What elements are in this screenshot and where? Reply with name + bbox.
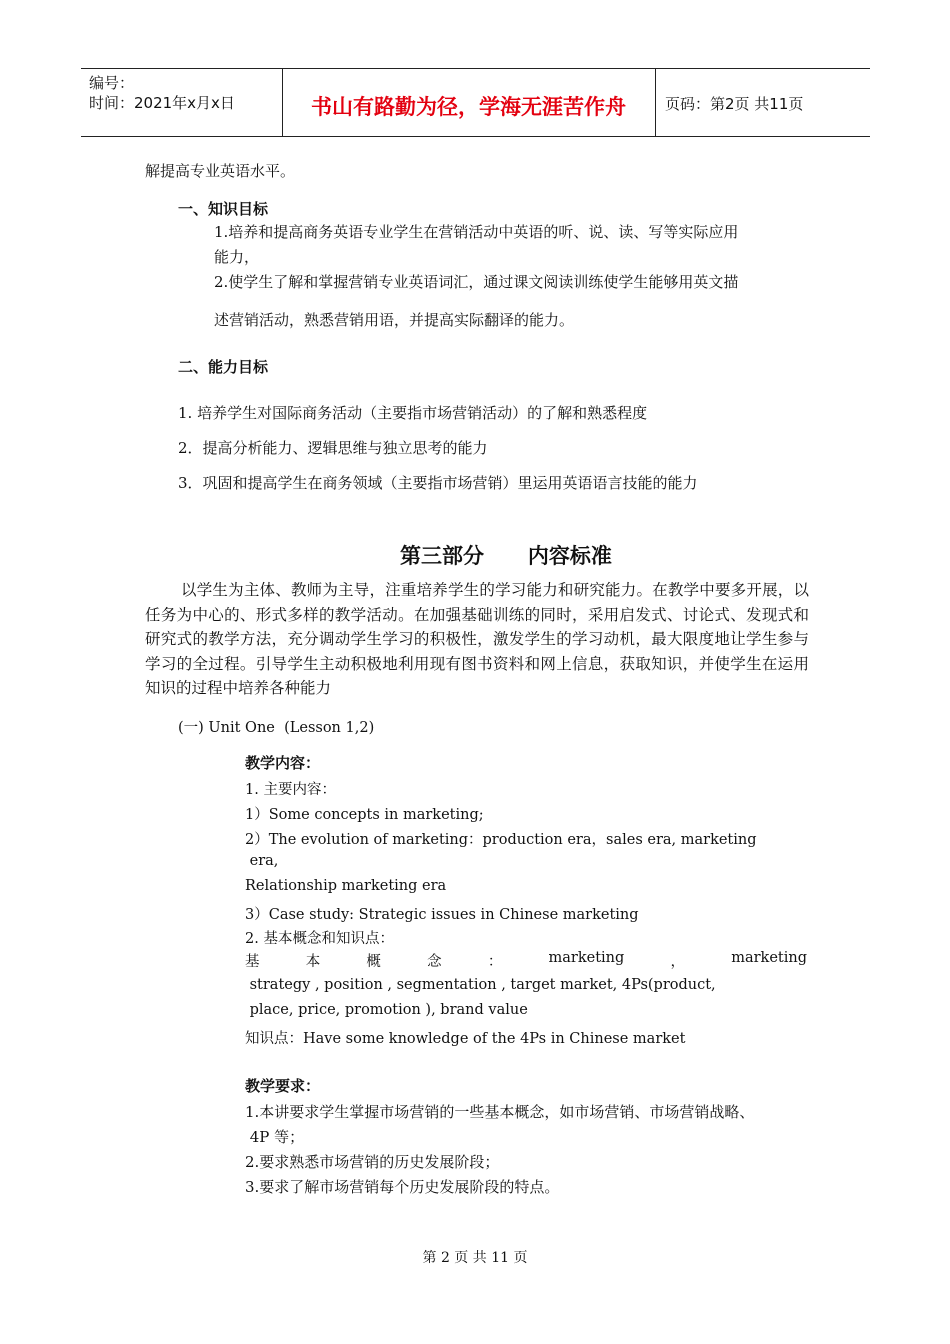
concept-word: 本 [305,954,321,970]
concepts-line [245,950,807,971]
page-footer: 第 2 页 共 11 页 [422,1250,528,1266]
concepts-line: strategy , position , segmentation , target market, 4Ps(product, [245,977,716,993]
knowledge-point: 知识点：Have some knowledge of the 4Ps in Chinese market [245,1031,686,1047]
concepts-heading: 2. 基本概念和知识点： [245,931,394,947]
ability-goal-heading: 二、能力目标 [178,358,269,376]
page-header [81,68,870,137]
concept-word: marketing [731,950,807,966]
main-content-item: 3）Case study: Strategic issues in Chinese marketing [245,907,639,923]
main-content-item: 2）The evolution of marketing：production era，sales era, marketing [245,832,757,848]
header-motto: 书山有路勤为径，学海无涯苦作舟 [311,95,626,119]
ability-goal-item: 2．提高分析能力、逻辑思维与独立思考的能力 [178,439,488,457]
continuation-line: 解提高专业英语水平。 [145,162,296,180]
main-content-item: Relationship marketing era [245,878,447,894]
ability-goal-item: 1. 培养学生对国际商务活动（主要指市场营销活动）的了解和熟悉程度 [178,404,648,422]
knowledge-goal-item1-line2: 能力， [214,248,260,266]
concepts-line: place, price, promotion ), brand value [245,1002,528,1018]
concept-word: ， [670,954,685,970]
header-divider [655,69,656,136]
concept-word: marketing [548,950,625,966]
doc-time-label: 时间：2021年x月x日 [89,94,235,112]
main-content-item: era, [245,853,279,869]
doc-number-label: 编号： [89,74,135,92]
concept-word: 基 [245,954,260,970]
teaching-content-heading: 教学内容： [245,754,321,772]
section-title: 第三部分 内容标准 [400,544,612,568]
header-page-label: 页码：第2页 共11页 [665,95,804,113]
concept-word: ： [487,954,503,970]
requirement-item: 1.本讲要求学生掌握市场营销的一些基本概念，如市场营销、市场营销战略、 [245,1103,755,1121]
requirement-item: 2.要求熟悉市场营销的历史发展阶段； [245,1153,500,1171]
main-content-item: 1）Some concepts in marketing; [245,807,484,823]
header-meta [89,73,235,113]
knowledge-goal-item2-line2: 述营销活动，熟悉营销用语，并提高实际翻译的能力。 [214,311,575,329]
section-paragraph: 以学生为主体、教师为主导，注重培养学生的学习能力和研究能力。在教学中要多开展，以任务为中心的、形式多样的教学活动。在加强基础训练的同时，采用启发式、讨论式、发现式和研究式的教学方法，充分调动学生学习的积极性，激发学生的学习动机，最大限度地让学生参与学习的全过程。引导学生主动积极地利用现有图书资料和网上信息，获取知识，并使学生在运用知识的过程中培养各种能力 [145,581,809,697]
knowledge-goal-heading: 一、知识目标 [178,200,269,218]
unit-title: (一) Unit One (Lesson 1,2) [178,720,375,736]
concept-word: 概 [366,954,381,970]
requirement-item: 3.要求了解市场营销每个历史发展阶段的特点。 [245,1178,560,1196]
concept-word: 念 [427,954,442,970]
teaching-requirements-heading: 教学要求： [245,1077,321,1095]
main-content-heading: 1. 主要内容： [245,782,336,798]
requirement-item: 4P 等； [245,1128,305,1146]
ability-goal-item: 3．巩固和提高学生在商务领域（主要指市场营销）里运用英语语言技能的能力 [178,474,698,492]
knowledge-goal-item2-line1: 2.使学生了解和掌握营销专业英语词汇，通过课文阅读训练使学生能够用英文描 [214,273,739,291]
knowledge-goal-item1-line1: 1.培养和提高商务英语专业学生在营销活动中英语的听、说、读、写等实际应用 [214,223,739,241]
